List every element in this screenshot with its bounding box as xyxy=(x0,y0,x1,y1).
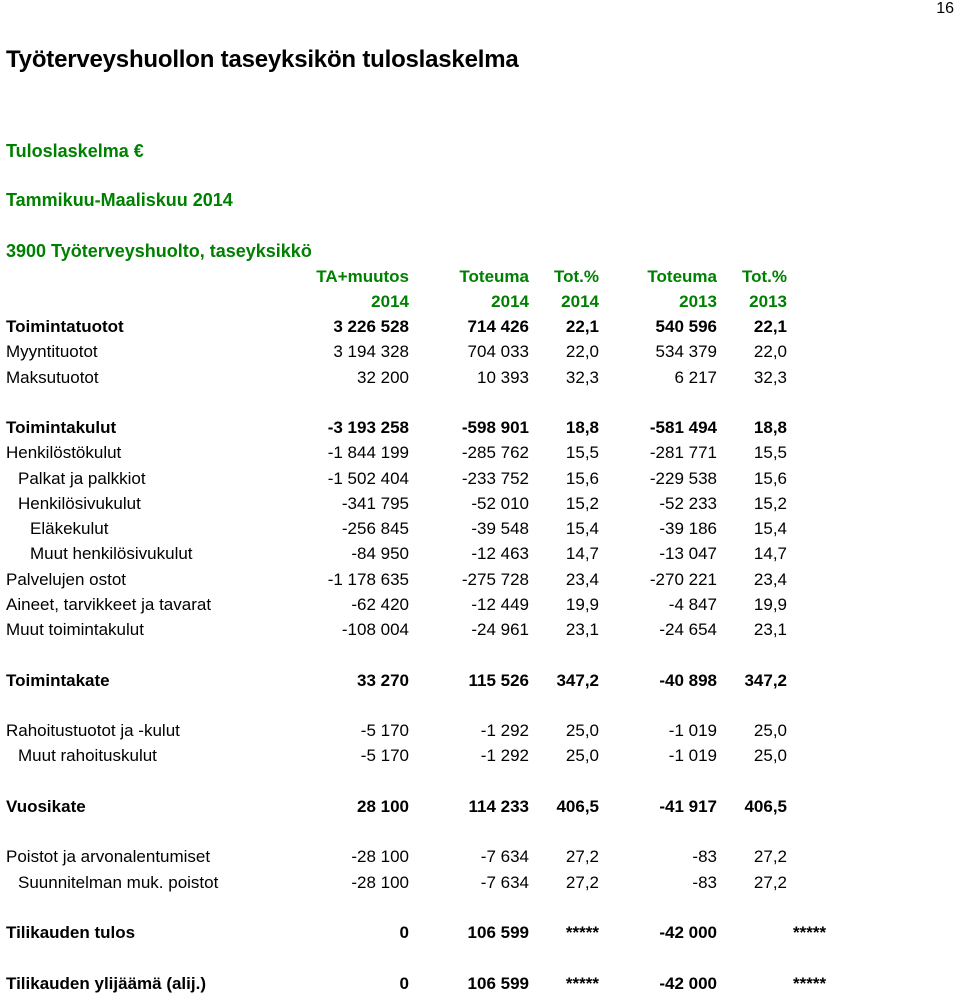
row-value: -281 771 xyxy=(649,443,717,463)
row-value: -7 634 xyxy=(480,872,529,892)
row-value: 3 194 328 xyxy=(333,342,409,362)
row-label: Toimintakulut xyxy=(6,418,117,438)
row-label: Poistot ja arvonalentumiset xyxy=(6,847,211,867)
row-extra xyxy=(787,365,960,390)
spacer-row xyxy=(0,820,960,845)
page-number: 16 xyxy=(936,0,954,17)
row-extra xyxy=(787,845,960,870)
row-value: 25,0 xyxy=(565,721,599,741)
row-value: 28 100 xyxy=(357,796,409,816)
row-value: -581 494 xyxy=(649,418,717,438)
row-value: 15,5 xyxy=(565,443,599,463)
row-value: 27,2 xyxy=(565,847,599,867)
header-row-1 xyxy=(0,264,960,289)
row-value: 114 233 xyxy=(468,796,529,816)
row-value: 25,0 xyxy=(565,746,599,766)
row-extra xyxy=(787,592,960,617)
row-value: 32,3 xyxy=(565,367,599,387)
column-header: Tot.% xyxy=(741,266,787,286)
row-value: -83 xyxy=(692,847,717,867)
spacer-row xyxy=(0,769,960,794)
row-value: -40 898 xyxy=(659,670,717,690)
row-label: Suunnitelman muk. poistot xyxy=(18,872,219,892)
row-value: 115 526 xyxy=(468,670,529,690)
report-body xyxy=(0,315,960,997)
row-value: -275 728 xyxy=(461,569,529,589)
row-label: Myyntituotot xyxy=(6,342,98,362)
row-value: 406,5 xyxy=(744,796,787,816)
row-value: -1 292 xyxy=(480,721,529,741)
spacer-row xyxy=(0,643,960,668)
row-value: -229 538 xyxy=(649,468,717,488)
row-value: -270 221 xyxy=(649,569,717,589)
row-value: 704 033 xyxy=(467,342,529,362)
row-value: ***** xyxy=(565,973,599,993)
period-label: Tammikuu-Maaliskuu 2014 xyxy=(6,190,233,210)
table-row xyxy=(0,517,960,542)
row-extra xyxy=(787,719,960,744)
row-value: 25,0 xyxy=(753,746,787,766)
table-row xyxy=(0,794,960,819)
spacer-row xyxy=(0,895,960,920)
spacer-row xyxy=(0,390,960,415)
spacer-row xyxy=(0,693,960,718)
row-value: 15,4 xyxy=(753,519,787,539)
row-value: -24 654 xyxy=(659,620,717,640)
table-row xyxy=(0,618,960,643)
row-extra xyxy=(787,491,960,516)
row-value: 15,6 xyxy=(753,468,787,488)
row-value: 14,7 xyxy=(753,544,787,564)
row-value: 23,4 xyxy=(753,569,787,589)
row-value: ***** xyxy=(565,923,599,943)
table-row xyxy=(0,719,960,744)
row-value: -12 449 xyxy=(471,594,529,614)
table-row xyxy=(0,340,960,365)
row-value: -12 463 xyxy=(471,544,529,564)
row-value: -28 100 xyxy=(351,872,409,892)
row-value: 22,0 xyxy=(565,342,599,362)
table-row xyxy=(0,416,960,441)
row-label: Vuosikate xyxy=(6,796,86,816)
row-extra: ***** xyxy=(793,923,827,943)
table-row xyxy=(0,870,960,895)
row-value: 23,1 xyxy=(753,620,787,640)
row-value: 27,2 xyxy=(753,872,787,892)
row-value: 347,2 xyxy=(744,670,787,690)
table-row xyxy=(0,592,960,617)
row-label: Eläkekulut xyxy=(30,519,109,539)
column-header: Tot.% xyxy=(553,266,599,286)
row-value: -256 845 xyxy=(341,519,409,539)
row-value: 22,1 xyxy=(753,317,787,337)
row-extra xyxy=(787,618,960,643)
table-row xyxy=(0,921,960,946)
row-value: 15,2 xyxy=(565,493,599,513)
row-value: -83 xyxy=(692,872,717,892)
row-value: -84 950 xyxy=(351,544,409,564)
row-value: 15,4 xyxy=(565,519,599,539)
row-value: 22,0 xyxy=(753,342,787,362)
row-value: -42 000 xyxy=(659,973,717,993)
row-value: -1 178 635 xyxy=(327,569,409,589)
spacer-row xyxy=(0,946,960,971)
row-value: 27,2 xyxy=(753,847,787,867)
table-row xyxy=(0,441,960,466)
row-value: 25,0 xyxy=(753,721,787,741)
column-header: Toteuma xyxy=(459,266,529,286)
row-label: Toimintakate xyxy=(6,670,110,690)
row-extra xyxy=(787,744,960,769)
row-value: 0 xyxy=(399,973,409,993)
row-value: 19,9 xyxy=(753,594,787,614)
row-value: 0 xyxy=(399,923,409,943)
table-row xyxy=(0,466,960,491)
row-label: Henkilösivukulut xyxy=(18,493,141,513)
row-label: Tilikauden ylijäämä (alij.) xyxy=(6,973,206,993)
row-value: 14,7 xyxy=(565,544,599,564)
row-value: 18,8 xyxy=(753,418,787,438)
row-value: 714 426 xyxy=(467,317,529,337)
row-value: -28 100 xyxy=(351,847,409,867)
row-extra: ***** xyxy=(793,973,827,993)
row-value: 3 226 528 xyxy=(333,317,409,337)
row-label: Rahoitustuotot ja -kulut xyxy=(6,721,180,741)
row-label: Henkilöstökulut xyxy=(6,443,122,463)
row-extra xyxy=(787,441,960,466)
table-row xyxy=(0,567,960,592)
row-value: 347,2 xyxy=(556,670,599,690)
row-value: 18,8 xyxy=(565,418,599,438)
income-statement-table xyxy=(0,264,960,996)
row-label: Toimintatuotot xyxy=(6,317,124,337)
table-row xyxy=(0,668,960,693)
row-value: -39 186 xyxy=(659,519,717,539)
row-label: Tilikauden tulos xyxy=(6,923,136,943)
row-extra xyxy=(787,517,960,542)
row-label: Palkat ja palkkiot xyxy=(18,468,146,488)
table-row xyxy=(0,315,960,340)
row-value: -41 917 xyxy=(659,796,717,816)
row-extra xyxy=(787,340,960,365)
table-row xyxy=(0,365,960,390)
table-row xyxy=(0,971,960,996)
row-value: -39 548 xyxy=(471,519,529,539)
row-value: -4 847 xyxy=(668,594,717,614)
table-row xyxy=(0,491,960,516)
row-extra xyxy=(787,416,960,441)
table-row xyxy=(0,744,960,769)
column-year: 2013 xyxy=(749,291,787,311)
statement-label: Tuloslaskelma € xyxy=(6,141,144,161)
row-value: -341 795 xyxy=(341,493,409,513)
page-title: Työterveyshuollon taseyksikön tuloslaskelma xyxy=(6,46,519,73)
row-value: 33 270 xyxy=(357,670,409,690)
row-extra xyxy=(787,668,960,693)
row-value: 15,2 xyxy=(753,493,787,513)
row-value: 106 599 xyxy=(467,923,529,943)
row-value: -1 019 xyxy=(668,721,717,741)
row-value: -3 193 258 xyxy=(327,418,409,438)
row-value: 23,4 xyxy=(565,569,599,589)
row-value: -1 019 xyxy=(668,746,717,766)
row-value: -5 170 xyxy=(360,721,409,741)
row-value: 32 200 xyxy=(357,367,409,387)
row-value: -1 844 199 xyxy=(327,443,409,463)
row-value: 19,9 xyxy=(565,594,599,614)
row-extra xyxy=(787,794,960,819)
row-value: -24 961 xyxy=(471,620,529,640)
row-extra xyxy=(787,870,960,895)
row-label: Muut henkilösivukulut xyxy=(30,544,193,564)
row-label: Aineet, tarvikkeet ja tavarat xyxy=(6,594,212,614)
row-label: Palvelujen ostot xyxy=(6,569,127,589)
row-value: 27,2 xyxy=(565,872,599,892)
table-row xyxy=(0,542,960,567)
row-value: -42 000 xyxy=(659,923,717,943)
row-value: 23,1 xyxy=(565,620,599,640)
row-value: -13 047 xyxy=(659,544,717,564)
row-value: 6 217 xyxy=(674,367,717,387)
column-year: 2013 xyxy=(679,291,717,311)
row-value: 406,5 xyxy=(556,796,599,816)
row-value: -52 233 xyxy=(659,493,717,513)
row-value: -1 502 404 xyxy=(327,468,409,488)
row-label: Muut toimintakulut xyxy=(6,620,144,640)
header-row-2 xyxy=(0,289,960,314)
row-value xyxy=(717,971,787,996)
row-value: -7 634 xyxy=(480,847,529,867)
row-value: -1 292 xyxy=(480,746,529,766)
column-year: 2014 xyxy=(491,291,529,311)
row-value: 10 393 xyxy=(477,367,529,387)
row-extra xyxy=(787,466,960,491)
row-label: Muut rahoituskulut xyxy=(18,746,157,766)
row-value: 15,6 xyxy=(565,468,599,488)
row-value: 15,5 xyxy=(753,443,787,463)
column-header: Toteuma xyxy=(647,266,717,286)
row-extra xyxy=(787,542,960,567)
row-value: 32,3 xyxy=(753,367,787,387)
row-value: -233 752 xyxy=(461,468,529,488)
row-value xyxy=(717,921,787,946)
row-value: -598 901 xyxy=(461,418,529,438)
row-value: 106 599 xyxy=(467,973,529,993)
row-extra xyxy=(787,567,960,592)
row-value: -5 170 xyxy=(360,746,409,766)
row-value: 540 596 xyxy=(655,317,717,337)
row-extra xyxy=(787,315,960,340)
row-value: -108 004 xyxy=(341,620,409,640)
column-year: 2014 xyxy=(561,291,599,311)
row-value: 22,1 xyxy=(565,317,599,337)
column-header: TA+muutos xyxy=(316,266,409,286)
row-value: -52 010 xyxy=(471,493,529,513)
column-year: 2014 xyxy=(371,291,409,311)
unit-name: 3900 Työterveyshuolto, taseyksikkö xyxy=(6,241,312,261)
table-row xyxy=(0,845,960,870)
row-value: -62 420 xyxy=(351,594,409,614)
row-value: 534 379 xyxy=(655,342,717,362)
row-value: -285 762 xyxy=(461,443,529,463)
row-label: Maksutuotot xyxy=(6,367,99,387)
